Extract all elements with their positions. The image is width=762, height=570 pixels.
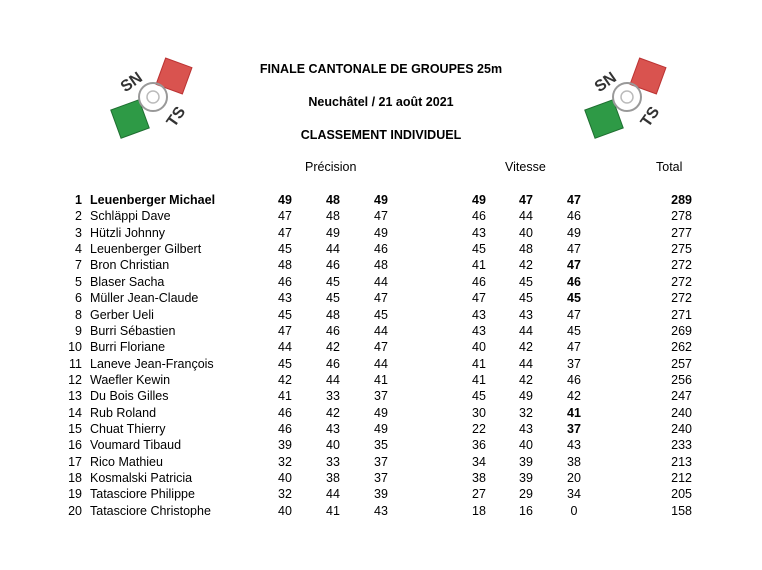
cell-v3: 49: [567, 225, 581, 240]
cell-v3: 45: [567, 291, 581, 306]
table-row: [0, 421, 762, 437]
cell-p1: 39: [278, 438, 292, 453]
snts-logo-left: [108, 52, 198, 142]
table-row: [0, 307, 762, 323]
cell-total: 272: [671, 274, 692, 289]
cell-v2: 44: [519, 356, 533, 371]
cell-v2: 29: [519, 487, 533, 502]
cell-name: Rub Roland: [90, 405, 157, 420]
table-row: [0, 372, 762, 388]
cell-p3: 37: [374, 389, 388, 404]
cell-total: 256: [671, 372, 692, 387]
cell-rank: 7: [75, 258, 82, 273]
table-row: [0, 470, 762, 486]
cell-v1: 34: [472, 454, 486, 469]
cell-rank: 8: [75, 307, 82, 322]
cell-v2: 42: [519, 340, 533, 355]
table-row: [0, 257, 762, 273]
cell-name: Blaser Sacha: [90, 274, 165, 289]
cell-p1: 32: [278, 454, 292, 469]
cell-p2: 33: [326, 454, 340, 469]
cell-name: Tatasciore Philippe: [90, 487, 195, 502]
cell-rank: 13: [68, 389, 82, 404]
snts-logo-right: [582, 52, 672, 142]
cell-p3: 44: [374, 356, 388, 371]
cell-total: 272: [671, 291, 692, 306]
cell-p1: 43: [278, 291, 292, 306]
cell-v1: 45: [472, 242, 486, 257]
cell-p1: 44: [278, 340, 292, 355]
cell-v2: 32: [519, 405, 533, 420]
cell-p2: 44: [326, 487, 340, 502]
cell-v3: 41: [567, 405, 581, 420]
cell-total: 212: [671, 471, 692, 485]
cell-p3: 45: [374, 307, 388, 322]
cell-p3: 47: [374, 291, 388, 306]
cell-v1: 27: [472, 487, 486, 502]
cell-name: Waefler Kewin: [90, 372, 171, 387]
cell-p3: 47: [374, 340, 388, 355]
cell-total: 278: [671, 209, 692, 224]
cell-v2: 39: [519, 471, 533, 485]
cell-p2: 38: [326, 471, 340, 485]
cell-v1: 47: [472, 291, 486, 306]
table-row: [0, 208, 762, 224]
cell-p1: 47: [278, 209, 292, 224]
cell-p1: 41: [278, 389, 292, 404]
cell-v1: 18: [472, 503, 486, 518]
cell-name: Burri Floriane: [90, 340, 166, 355]
table-row: [0, 486, 762, 502]
cell-p2: 42: [326, 340, 340, 355]
cell-v1: 46: [472, 274, 486, 289]
cell-v2: 16: [519, 503, 533, 518]
cell-v3: 38: [567, 454, 581, 469]
cell-p2: 45: [326, 274, 340, 289]
cell-p3: 37: [374, 471, 388, 485]
page-title: FINALE CANTONALE DE GROUPES 25m: [259, 62, 503, 76]
cell-total: 271: [671, 307, 692, 322]
table-row: [0, 241, 762, 257]
cell-name: Leuenberger Michael: [90, 193, 216, 207]
cell-v1: 22: [472, 421, 486, 436]
cell-name: Bron Christian: [90, 258, 170, 273]
cell-total: 247: [671, 389, 692, 404]
cell-p3: 46: [374, 242, 388, 257]
logo-text-bottom: TS: [637, 103, 664, 131]
cell-total: 262: [671, 340, 692, 355]
cell-name: Kosmalski Patricia: [90, 471, 193, 485]
cell-v3: 47: [567, 307, 581, 322]
cell-p2: 45: [326, 291, 340, 306]
cell-p1: 47: [278, 225, 292, 240]
cell-p2: 49: [326, 225, 340, 240]
cell-rank: 1: [75, 193, 82, 207]
cell-rank: 15: [68, 421, 82, 436]
cell-name: Leuenberger Gilbert: [90, 242, 202, 257]
cell-p1: 40: [278, 503, 292, 518]
column-header-total: Total: [656, 160, 683, 174]
cell-rank: 16: [68, 438, 82, 453]
logo-text-top: SN: [591, 69, 620, 96]
cell-v3: 43: [567, 438, 581, 453]
cell-v3: 20: [567, 471, 581, 485]
cell-v2: 47: [519, 193, 533, 207]
cell-v3: 46: [567, 209, 581, 224]
cell-p1: 46: [278, 274, 292, 289]
cell-p1: 40: [278, 471, 292, 485]
cell-p3: 49: [374, 421, 388, 436]
cell-name: Burri Sébastien: [90, 323, 176, 338]
cell-name: Schläppi Dave: [90, 209, 171, 224]
logo-text-bottom: TS: [163, 103, 190, 131]
cell-total: 275: [671, 242, 692, 257]
cell-total: 257: [671, 356, 692, 371]
cell-p2: 43: [326, 421, 340, 436]
cell-v1: 49: [472, 193, 486, 207]
cell-p1: 45: [278, 307, 292, 322]
event-subtitle: Neuchâtel / 21 août 2021: [308, 95, 454, 109]
cell-v2: 45: [519, 274, 533, 289]
cell-p2: 48: [326, 307, 340, 322]
column-header-precision: Précision: [305, 160, 357, 174]
cell-total: 213: [671, 454, 692, 469]
cell-p1: 32: [278, 487, 292, 502]
cell-v1: 41: [472, 258, 486, 273]
table-row: [0, 323, 762, 339]
cell-p2: 48: [326, 193, 340, 207]
cell-v1: 38: [472, 471, 486, 485]
cell-v3: 45: [567, 323, 581, 338]
cell-v2: 42: [519, 372, 533, 387]
cell-v3: 34: [567, 487, 581, 502]
cell-p3: 39: [374, 487, 388, 502]
cell-p2: 33: [326, 389, 340, 404]
cell-v2: 43: [519, 421, 533, 436]
cell-total: 205: [671, 487, 692, 502]
table-row: [0, 225, 762, 241]
cell-v3: 46: [567, 372, 581, 387]
cell-v3: 47: [567, 242, 581, 257]
table-row: [0, 437, 762, 453]
cell-v2: 40: [519, 225, 533, 240]
cell-rank: 12: [68, 372, 82, 387]
cell-v1: 36: [472, 438, 486, 453]
cell-p3: 41: [374, 372, 388, 387]
cell-total: 233: [671, 438, 692, 453]
cell-v3: 46: [567, 274, 581, 289]
cell-v1: 41: [472, 372, 486, 387]
cell-p1: 48: [278, 258, 292, 273]
cell-v3: 0: [570, 503, 578, 518]
cell-rank: 6: [75, 291, 82, 306]
table-row: [0, 290, 762, 306]
table-row: [0, 388, 762, 404]
cell-total: 240: [671, 421, 692, 436]
cell-p3: 49: [374, 225, 388, 240]
cell-v1: 30: [472, 405, 486, 420]
cell-p1: 42: [278, 372, 292, 387]
cell-v2: 45: [519, 291, 533, 306]
cell-p3: 44: [374, 323, 388, 338]
table-row: [0, 192, 762, 208]
cell-p1: 45: [278, 356, 292, 371]
cell-v3: 37: [567, 356, 581, 371]
cell-name: Hützli Johnny: [90, 225, 166, 240]
cell-p3: 35: [374, 438, 388, 453]
cell-name: Müller Jean-Claude: [90, 291, 199, 306]
cell-v2: 39: [519, 454, 533, 469]
cell-p2: 41: [326, 503, 340, 518]
cell-v1: 45: [472, 389, 486, 404]
cell-p3: 49: [374, 193, 388, 207]
cell-v2: 44: [519, 209, 533, 224]
cell-p1: 45: [278, 242, 292, 257]
cell-p1: 47: [278, 323, 292, 338]
cell-rank: 19: [68, 487, 82, 502]
cell-v1: 43: [472, 323, 486, 338]
cell-p1: 46: [278, 405, 292, 420]
cell-rank: 17: [68, 454, 82, 469]
cell-p2: 48: [326, 209, 340, 224]
cell-v3: 42: [567, 389, 581, 404]
table-row: [0, 454, 762, 470]
cell-v2: 40: [519, 438, 533, 453]
table-row: [0, 356, 762, 372]
cell-p3: 48: [374, 258, 388, 273]
cell-p3: 43: [374, 503, 388, 518]
cell-p2: 46: [326, 356, 340, 371]
cell-rank: 4: [75, 242, 82, 257]
cell-total: 269: [671, 323, 692, 338]
cell-total: 289: [671, 193, 692, 207]
cell-total: 158: [671, 503, 692, 518]
cell-name: Du Bois Gilles: [90, 389, 169, 404]
cell-v3: 47: [567, 340, 581, 355]
cell-name: Gerber Ueli: [90, 307, 154, 322]
table-row: [0, 274, 762, 290]
table-row: [0, 339, 762, 355]
cell-v1: 43: [472, 307, 486, 322]
cell-p1: 49: [278, 193, 292, 207]
cell-p2: 40: [326, 438, 340, 453]
cell-p3: 37: [374, 454, 388, 469]
cell-name: Tatasciore Christophe: [90, 503, 211, 518]
cell-rank: 14: [68, 405, 82, 420]
cell-total: 240: [671, 405, 692, 420]
cell-rank: 2: [75, 209, 82, 224]
cell-p2: 44: [326, 372, 340, 387]
cell-total: 272: [671, 258, 692, 273]
cell-v2: 43: [519, 307, 533, 322]
cell-v2: 42: [519, 258, 533, 273]
cell-v1: 41: [472, 356, 486, 371]
cell-v2: 44: [519, 323, 533, 338]
cell-rank: 5: [75, 274, 82, 289]
cell-name: Voumard Tibaud: [90, 438, 182, 453]
cell-p1: 46: [278, 421, 292, 436]
cell-p3: 47: [374, 209, 388, 224]
cell-p2: 46: [326, 323, 340, 338]
cell-p2: 42: [326, 405, 340, 420]
cell-rank: 9: [75, 323, 82, 338]
cell-name: Rico Mathieu: [90, 454, 163, 469]
cell-rank: 18: [68, 471, 82, 485]
section-title: CLASSEMENT INDIVIDUEL: [300, 128, 462, 142]
cell-name: Chuat Thierry: [90, 421, 166, 436]
cell-rank: 10: [68, 340, 82, 355]
column-header-vitesse: Vitesse: [505, 160, 546, 174]
cell-v1: 40: [472, 340, 486, 355]
cell-v1: 43: [472, 225, 486, 240]
cell-v1: 46: [472, 209, 486, 224]
cell-p2: 46: [326, 258, 340, 273]
cell-v3: 37: [567, 421, 581, 436]
cell-p3: 49: [374, 405, 388, 420]
table-row: [0, 405, 762, 421]
cell-v3: 47: [567, 258, 581, 273]
cell-v2: 48: [519, 242, 533, 257]
cell-rank: 11: [69, 356, 82, 371]
cell-rank: 20: [68, 503, 82, 518]
cell-p2: 44: [326, 242, 340, 257]
logo-text-top: SN: [117, 69, 146, 96]
cell-v2: 49: [519, 389, 533, 404]
cell-total: 277: [671, 225, 692, 240]
cell-v3: 47: [567, 193, 581, 207]
cell-rank: 3: [75, 225, 82, 240]
cell-p3: 44: [374, 274, 388, 289]
cell-name: Laneve Jean-François: [90, 356, 214, 371]
table-row: [0, 503, 762, 519]
